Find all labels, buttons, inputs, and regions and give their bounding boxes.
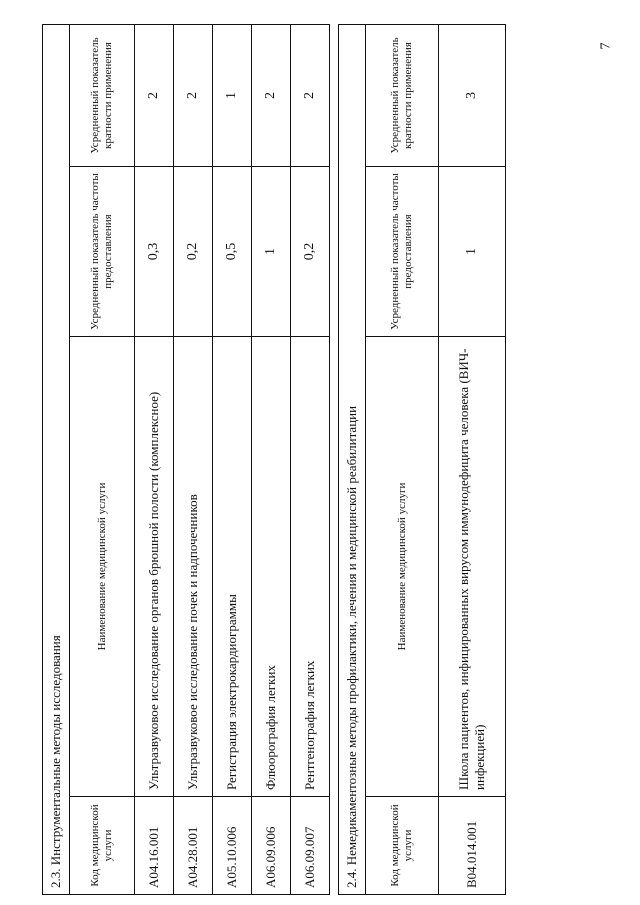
service-name: Школа пациентов, инфицированных вирусом иммунодефицита человека (ВИЧ-инфекцией) <box>439 337 506 797</box>
frequency-value: 0,5 <box>213 167 252 337</box>
multiplicity-value: 2 <box>174 24 213 166</box>
section-2-4-block <box>338 24 506 895</box>
section-2-4-header-row <box>366 24 439 894</box>
multiplicity-value: 2 <box>135 24 174 166</box>
multiplicity-value: 1 <box>213 24 252 166</box>
section-2-4-table <box>338 24 506 895</box>
service-name: Флюорография легких <box>252 337 291 797</box>
section-2-4-title-row <box>339 24 366 894</box>
frequency-value: 1 <box>252 167 291 337</box>
header-multiplicity: Усредненный показатель кратности применения <box>366 24 439 166</box>
header-multiplicity: Усредненный показатель кратности применения <box>70 24 135 166</box>
service-code: B04.014.001 <box>439 797 506 895</box>
frequency-value: 0,2 <box>174 167 213 337</box>
table-row <box>213 24 252 894</box>
section-2-3-block <box>42 24 330 895</box>
service-code: A06.09.006 <box>252 797 291 895</box>
service-name: Ультразвуковое исследование почек и надпочечников <box>174 337 213 797</box>
header-frequency: Усредненный показатель частоты предоставления <box>366 167 439 337</box>
service-code: A05.10.006 <box>213 797 252 895</box>
multiplicity-value: 2 <box>252 24 291 166</box>
service-code: A06.09.007 <box>291 797 330 895</box>
service-name: Регистрация электрокардиограммы <box>213 337 252 797</box>
section-2-4-title: 2.4. Немедикаментозные методы профилактики, лечения и медицинской реабилитации <box>339 24 366 894</box>
section-2-3-table <box>42 24 330 895</box>
header-name: Наименование медицинской услуги <box>70 337 135 797</box>
service-code: A04.16.001 <box>135 797 174 895</box>
frequency-value: 0,3 <box>135 167 174 337</box>
service-name: Ультразвуковое исследование органов брюшной полости (комплексное) <box>135 337 174 797</box>
service-code: A04.28.001 <box>174 797 213 895</box>
section-2-3-title-row <box>43 24 70 894</box>
service-name: Рентгенография легких <box>291 337 330 797</box>
frequency-value: 1 <box>439 167 506 337</box>
header-code: Код медицинской услуги <box>366 797 439 895</box>
table-row <box>439 24 506 894</box>
multiplicity-value: 2 <box>291 24 330 166</box>
header-name: Наименование медицинской услуги <box>366 337 439 797</box>
section-2-3-header-row <box>70 24 135 894</box>
header-code: Код медицинской услуги <box>70 797 135 895</box>
table-row <box>252 24 291 894</box>
multiplicity-value: 3 <box>439 24 506 166</box>
header-frequency: Усредненный показатель частоты предоставления <box>70 167 135 337</box>
frequency-value: 0,2 <box>291 167 330 337</box>
table-row <box>135 24 174 894</box>
page-number: 7 <box>598 42 614 50</box>
table-row <box>174 24 213 894</box>
table-row <box>291 24 330 894</box>
section-2-3-title: 2.3. Инструментальные методы исследования <box>43 24 70 894</box>
